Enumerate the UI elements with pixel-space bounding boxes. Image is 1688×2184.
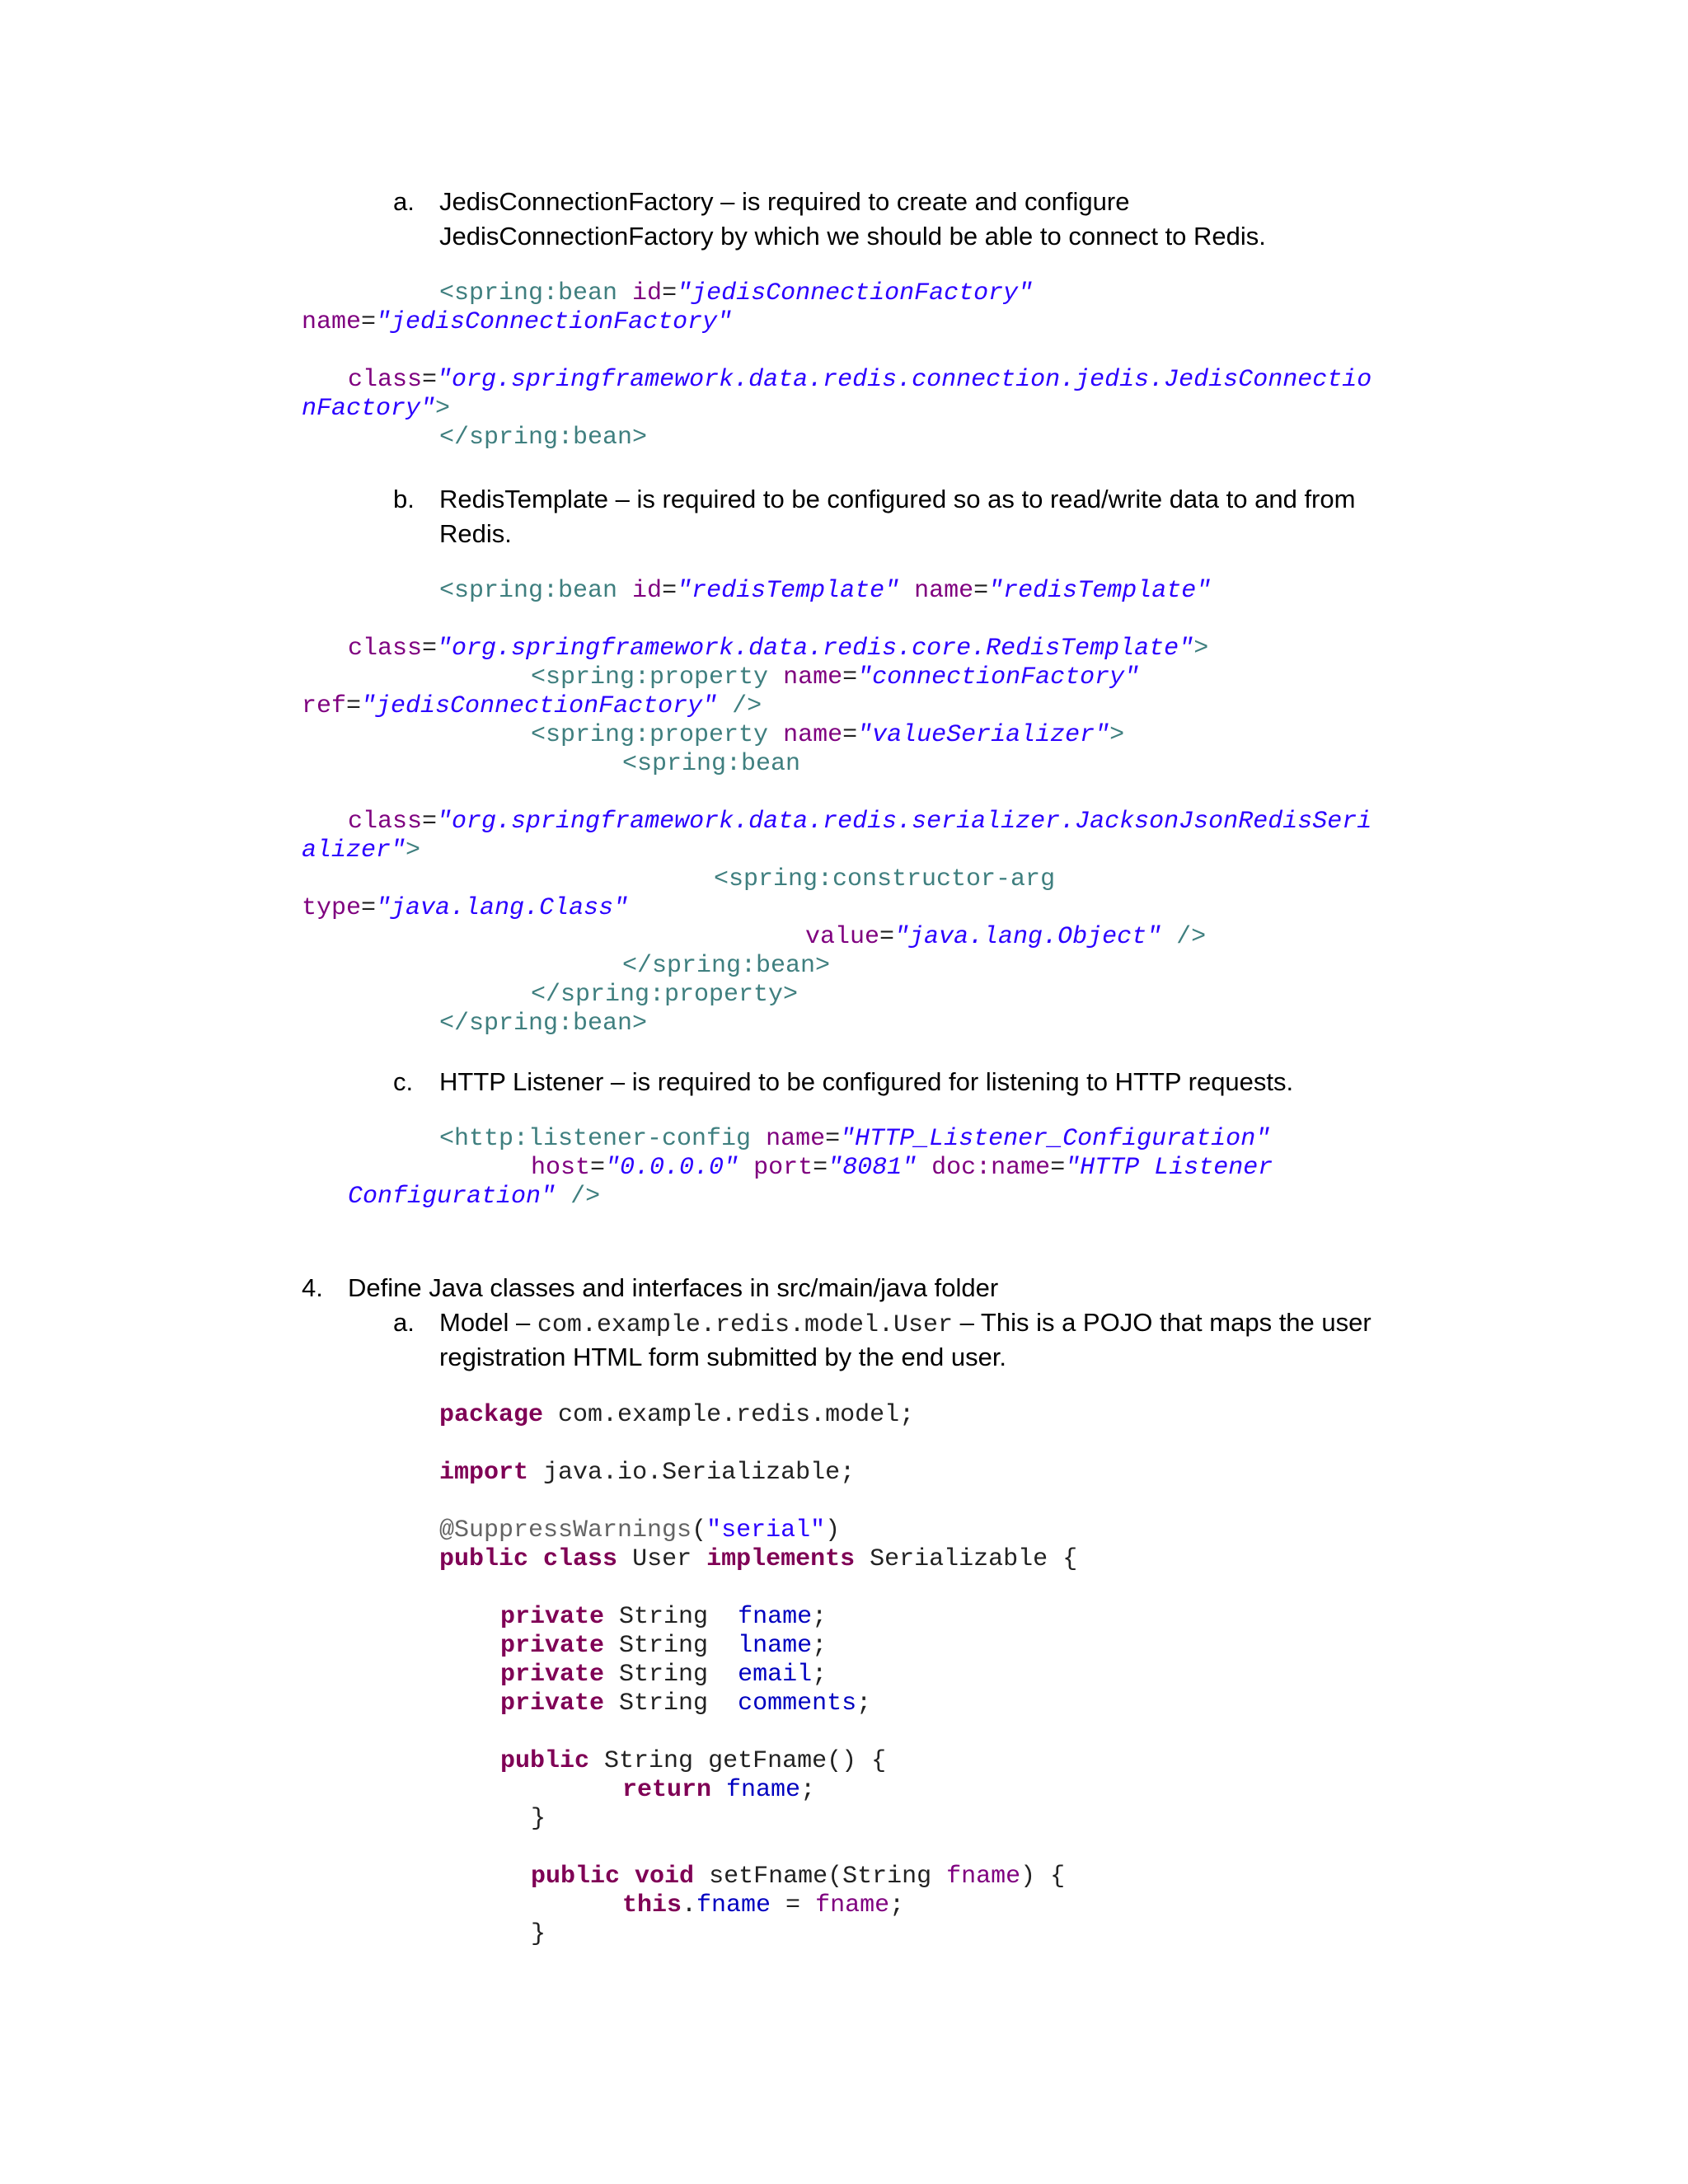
- code-line: <spring:bean id="jedisConnectionFactory": [439, 279, 1034, 307]
- code-line: <spring:bean id="redisTemplate" name="redisTemplate": [439, 577, 1212, 605]
- code-line: ref="jedisConnectionFactory" />: [302, 692, 762, 720]
- item-text: JedisConnectionFactory by which we should be able to connect to Redis.: [439, 222, 1266, 251]
- inline-code: com.example.redis.model.User: [537, 1311, 953, 1339]
- item-text: registration HTML form submitted by the end user.: [439, 1343, 1007, 1371]
- code-line: class="org.springframework.data.redis.core.RedisTemplate">: [348, 635, 1209, 663]
- code-line: <http:listener-config name="HTTP_Listener_Configuration": [439, 1125, 1271, 1153]
- code-line: </spring:bean>: [622, 952, 831, 980]
- code-line: public String getFname() {: [500, 1747, 887, 1775]
- code-line: </spring:bean>: [439, 424, 648, 452]
- item-text: HTTP Listener – is required to be configured for listening to HTTP requests.: [439, 1067, 1294, 1096]
- code-line: private String fname;: [500, 1603, 828, 1631]
- code-line: import java.io.Serializable;: [439, 1459, 856, 1487]
- list-marker: 4.: [302, 1273, 323, 1302]
- list-marker: c.: [393, 1067, 414, 1096]
- list-marker: a.: [393, 1308, 415, 1337]
- item-text: Model – com.example.redis.model.User – This is a POJO that maps the user: [439, 1308, 1372, 1339]
- code-line: <spring:property name="valueSerializer">: [531, 721, 1125, 749]
- code-line: </spring:property>: [531, 981, 799, 1009]
- code-line: }: [531, 1805, 546, 1833]
- item-text: Redis.: [439, 519, 512, 548]
- code-line: public class User implements Serializable {: [439, 1545, 1078, 1573]
- code-line: host="0.0.0.0" port="8081" doc:name="HTTP Listener: [531, 1154, 1273, 1182]
- code-line: class="org.springframework.data.redis.serializer.JacksonJsonRedisSeri: [348, 808, 1372, 836]
- code-line: class="org.springframework.data.redis.connection.jedis.JedisConnectio: [348, 366, 1372, 394]
- list-marker: a.: [393, 187, 415, 216]
- list-marker: b.: [393, 485, 415, 513]
- code-line: private String lname;: [500, 1632, 828, 1660]
- code-line: </spring:bean>: [439, 1010, 648, 1038]
- code-line: <spring:constructor-arg: [714, 865, 1056, 893]
- code-line: @SuppressWarnings("serial"): [439, 1516, 841, 1544]
- code-line: name="jedisConnectionFactory": [302, 308, 733, 336]
- code-line: package com.example.redis.model;: [439, 1401, 915, 1429]
- code-line: }: [531, 1920, 546, 1948]
- item-text: Define Java classes and interfaces in src/main/java folder: [348, 1273, 999, 1302]
- code-line: value="java.lang.Object" />: [805, 923, 1207, 951]
- code-line: this.fname = fname;: [622, 1891, 905, 1919]
- code-line: public void setFname(String fname) {: [531, 1863, 1066, 1891]
- item-text: JedisConnectionFactory – is required to create and configure: [439, 187, 1130, 216]
- code-line: private String comments;: [500, 1690, 872, 1718]
- code-line: alizer">: [302, 837, 421, 865]
- code-line: <spring:bean: [622, 750, 801, 778]
- code-line: private String email;: [500, 1661, 828, 1689]
- code-line: nFactory">: [302, 395, 451, 423]
- item-text: RedisTemplate – is required to be configured so as to read/write data to and from: [439, 485, 1356, 513]
- code-line: type="java.lang.Class": [302, 894, 629, 922]
- code-line: return fname;: [622, 1776, 816, 1804]
- code-line: Configuration" />: [348, 1183, 601, 1211]
- code-line: <spring:property name="connectionFactory": [531, 663, 1140, 691]
